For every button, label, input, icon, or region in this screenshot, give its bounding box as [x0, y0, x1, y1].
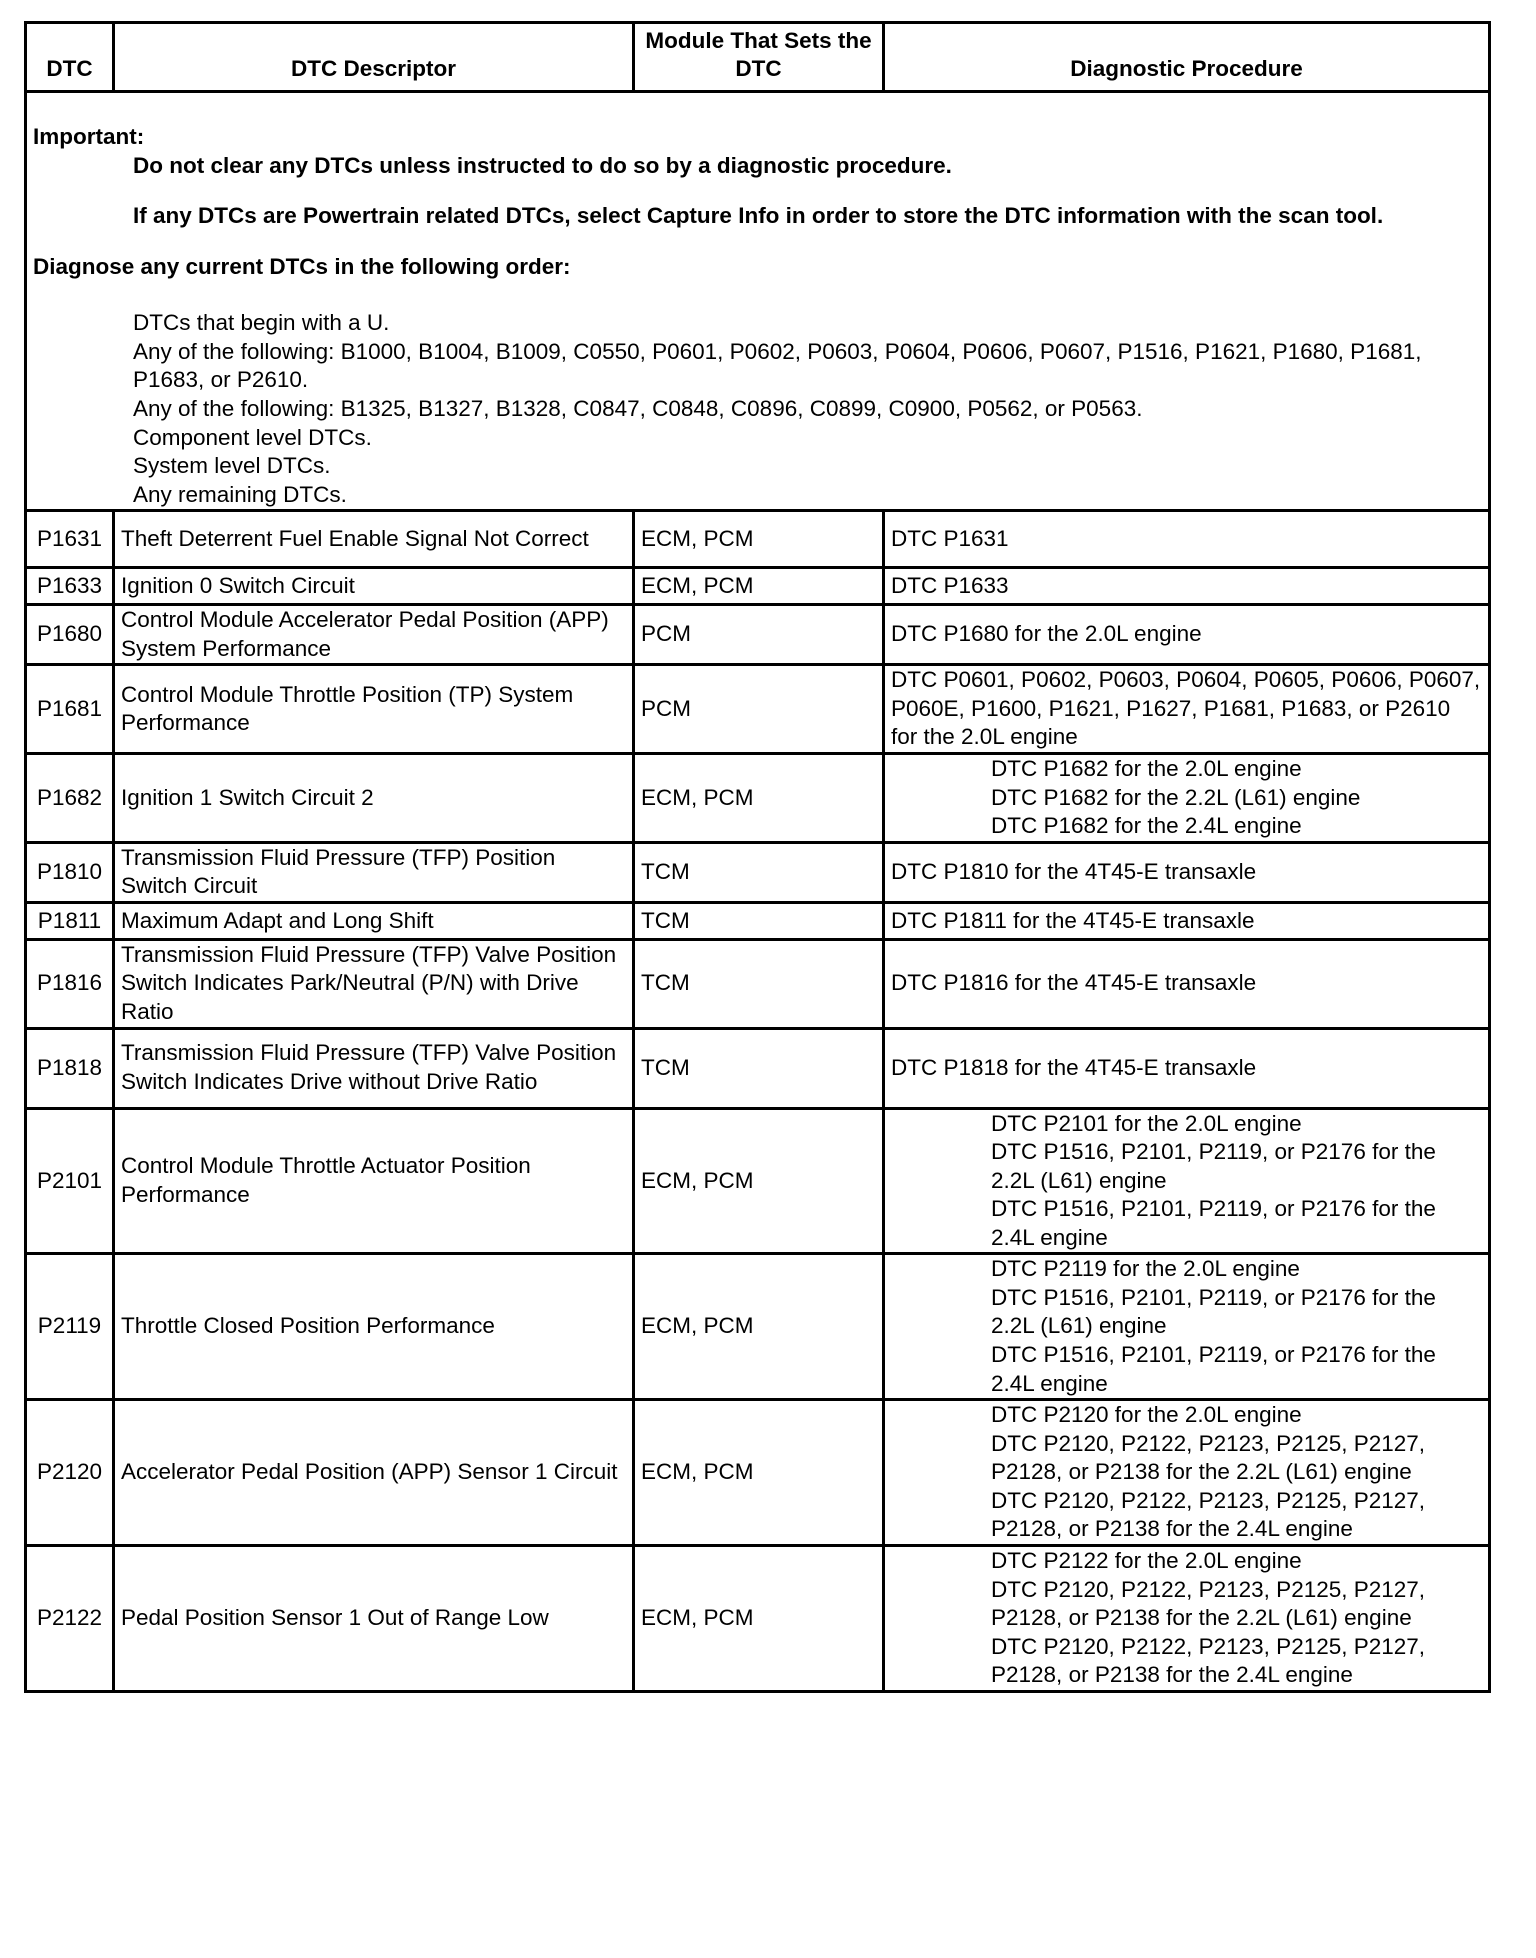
setting-module: ECM, PCM [634, 511, 884, 568]
setting-module: TCM [634, 842, 884, 902]
table-row [26, 1108, 1490, 1254]
procedure-link[interactable]: DTC P1633 [891, 572, 1009, 598]
dtc-code: P2119 [26, 1254, 114, 1400]
diagnostic-procedure [884, 1108, 1490, 1254]
dtc-descriptor: Maximum Adapt and Long Shift [114, 902, 634, 939]
diagnostic-procedure [884, 842, 1490, 902]
dtc-code: P1681 [26, 665, 114, 754]
header-procedure: Diagnostic Procedure [884, 23, 1490, 92]
dtc-descriptor: Control Module Throttle Position (TP) System Performance [114, 665, 634, 754]
procedure-link[interactable]: DTC P1680 for the 2.0L engine [891, 621, 1202, 647]
diagnostic-procedure [884, 665, 1490, 754]
diagnostic-procedure [884, 1400, 1490, 1546]
dtc-code: P1631 [26, 511, 114, 568]
dtc-descriptor: Transmission Fluid Pressure (TFP) Valve Position Switch Indicates Drive without Drive Ratio [114, 1028, 634, 1108]
diagnostic-procedure [884, 1545, 1490, 1691]
setting-module: ECM, PCM [634, 1254, 884, 1400]
dtc-descriptor: Throttle Closed Position Performance [114, 1254, 634, 1400]
dtc-code: P1810 [26, 842, 114, 902]
procedure-link[interactable]: DTC P1682 for the 2.2L (L61) engine [991, 784, 1361, 810]
order-item: Any of the following: B1000, B1004, B1009, C0550, P0601, P0602, P0603, P0604, P0606, P0607, P1516, P1621, P1680, P1681, P1683, or P2610. [133, 338, 1422, 393]
table-row [26, 1400, 1490, 1546]
order-item: DTCs that begin with a U. [133, 310, 390, 336]
table-row [26, 511, 1490, 568]
important-note [26, 92, 1490, 511]
setting-module: TCM [634, 902, 884, 939]
setting-module: PCM [634, 665, 884, 754]
dtc-code: P1633 [26, 568, 114, 605]
procedure-link[interactable]: DTC P2120, P2122, P2123, P2125, P2127, P2128, or P2138 for the 2.2L (L61) engine [991, 1430, 1426, 1485]
table-row [26, 665, 1490, 754]
important-row [26, 92, 1490, 511]
order-item: Component level DTCs. [133, 424, 372, 450]
dtc-descriptor: Accelerator Pedal Position (APP) Sensor 1 Circuit [114, 1400, 634, 1546]
dtc-descriptor: Transmission Fluid Pressure (TFP) Position Switch Circuit [114, 842, 634, 902]
procedure-link[interactable]: DTC P0601, P0602, P0603, P0604, P0605, P0606, P0607, P060E, P1600, P1621, P1627, P1681, P1683, or P2610 for the 2.0L engine [891, 667, 1481, 750]
procedure-link[interactable]: DTC P2101 for the 2.0L engine [991, 1110, 1302, 1136]
procedure-link[interactable]: DTC P1818 for the 4T45-E transaxle [891, 1054, 1257, 1080]
order-heading: Diagnose any current DTCs in the following order: [33, 253, 571, 279]
order-item: Any remaining DTCs. [133, 481, 347, 507]
dtc-code: P1816 [26, 939, 114, 1028]
dtc-code: P1818 [26, 1028, 114, 1108]
setting-module: ECM, PCM [634, 1545, 884, 1691]
setting-module: ECM, PCM [634, 1108, 884, 1254]
important-line-2: If any DTCs are Powertrain related DTCs, select Capture Info in order to store the DTC information with the scan tool. [133, 203, 1384, 229]
diagnostic-procedure [884, 902, 1490, 939]
dtc-code: P1682 [26, 754, 114, 843]
procedure-link[interactable]: DTC P1816 for the 4T45-E transaxle [891, 970, 1257, 996]
setting-module: ECM, PCM [634, 1400, 884, 1546]
procedure-link[interactable]: DTC P2120 for the 2.0L engine [991, 1402, 1302, 1428]
dtc-code: P1680 [26, 605, 114, 665]
procedure-link[interactable]: DTC P1516, P2101, P2119, or P2176 for the 2.4L engine [991, 1196, 1436, 1250]
order-item: System level DTCs. [133, 453, 331, 479]
diagnostic-procedure [884, 1028, 1490, 1108]
procedure-link[interactable]: DTC P2120, P2122, P2123, P2125, P2127, P2128, or P2138 for the 2.2L (L61) engine [991, 1576, 1426, 1631]
procedure-link[interactable]: DTC P1810 for the 4T45-E transaxle [891, 858, 1257, 884]
dtc-table [24, 21, 1491, 1693]
procedure-link[interactable]: DTC P1516, P2101, P2119, or P2176 for the 2.2L (L61) engine [991, 1284, 1436, 1339]
setting-module: PCM [634, 605, 884, 665]
procedure-link[interactable]: DTC P2119 for the 2.0L engine [991, 1256, 1300, 1282]
table-row [26, 1254, 1490, 1400]
setting-module: TCM [634, 939, 884, 1028]
important-heading: Important: [33, 124, 145, 149]
table-row [26, 1545, 1490, 1691]
diagnostic-procedure [884, 511, 1490, 568]
procedure-link[interactable]: DTC P2122 for the 2.0L engine [991, 1547, 1302, 1573]
procedure-link[interactable]: DTC P2120, P2122, P2123, P2125, P2127, P2128, or P2138 for the 2.4L engine [991, 1633, 1426, 1688]
table-row [26, 605, 1490, 665]
dtc-descriptor: Theft Deterrent Fuel Enable Signal Not Correct [114, 511, 634, 568]
table-row [26, 1028, 1490, 1108]
header-descriptor: DTC Descriptor [114, 23, 634, 92]
setting-module: ECM, PCM [634, 568, 884, 605]
table-row [26, 842, 1490, 902]
procedure-link[interactable]: DTC P2120, P2122, P2123, P2125, P2127, P2128, or P2138 for the 2.4L engine [991, 1487, 1426, 1542]
header-dtc: DTC [26, 23, 114, 92]
procedure-link[interactable]: DTC P1516, P2101, P2119, or P2176 for the 2.2L (L61) engine [991, 1139, 1436, 1193]
dtc-descriptor: Ignition 0 Switch Circuit [114, 568, 634, 605]
dtc-descriptor: Ignition 1 Switch Circuit 2 [114, 754, 634, 843]
diagnostic-procedure [884, 1254, 1490, 1400]
setting-module: ECM, PCM [634, 754, 884, 843]
procedure-link[interactable]: DTC P1631 [891, 525, 1009, 551]
procedure-link[interactable]: DTC P1682 for the 2.4L engine [991, 813, 1302, 839]
important-line-1: Do not clear any DTCs unless instructed to do so by a diagnostic procedure. [133, 152, 952, 178]
procedure-link[interactable]: DTC P1516, P2101, P2119, or P2176 for the 2.4L engine [991, 1342, 1436, 1396]
dtc-code: P2122 [26, 1545, 114, 1691]
dtc-code: P2101 [26, 1108, 114, 1254]
order-item: Any of the following: B1325, B1327, B1328, C0847, C0848, C0896, C0899, C0900, P0562, or P0563. [133, 395, 1143, 421]
table-row [26, 939, 1490, 1028]
dtc-descriptor: Pedal Position Sensor 1 Out of Range Low [114, 1545, 634, 1691]
setting-module: TCM [634, 1028, 884, 1108]
dtc-code: P2120 [26, 1400, 114, 1546]
diagnostic-procedure [884, 754, 1490, 843]
procedure-link[interactable]: DTC P1811 for the 4T45-E transaxle [891, 907, 1255, 933]
header-module: Module That Sets the DTC [634, 23, 884, 92]
procedure-link[interactable]: DTC P1682 for the 2.0L engine [991, 756, 1302, 781]
table-row [26, 902, 1490, 939]
diagnostic-procedure [884, 939, 1490, 1028]
diagnostic-procedure [884, 605, 1490, 665]
table-row [26, 754, 1490, 843]
header-row [26, 23, 1490, 92]
dtc-descriptor: Control Module Throttle Actuator Position Performance [114, 1108, 634, 1254]
dtc-code: P1811 [26, 902, 114, 939]
table-row [26, 568, 1490, 605]
dtc-descriptor: Transmission Fluid Pressure (TFP) Valve Position Switch Indicates Park/Neutral (P/N) with Drive Ratio [114, 939, 634, 1028]
diagnostic-procedure [884, 568, 1490, 605]
dtc-descriptor: Control Module Accelerator Pedal Position (APP) System Performance [114, 605, 634, 665]
